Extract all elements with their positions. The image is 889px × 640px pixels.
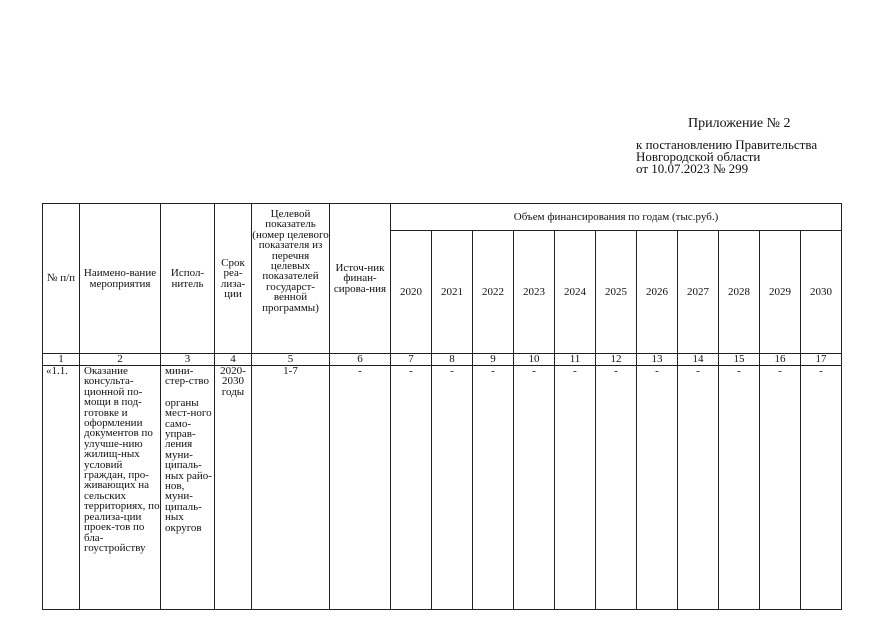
- row-executor: [161, 366, 215, 610]
- header-num: № п/п: [43, 204, 80, 354]
- row-year-value: -: [719, 366, 760, 610]
- row-year-value: -: [678, 366, 719, 610]
- row-year-value: -: [637, 366, 678, 610]
- column-number: 5: [252, 354, 330, 366]
- row-year-value: -: [473, 366, 514, 610]
- column-number: 17: [801, 354, 842, 366]
- row-source: -: [330, 366, 391, 610]
- header-executor: Испол-нитель: [161, 204, 215, 354]
- header-source: Источ-ник финан-сирова-ния: [330, 204, 391, 354]
- header-name: Наимено-вание мероприятия: [80, 204, 161, 354]
- column-number: 3: [161, 354, 215, 366]
- row-year-value: -: [514, 366, 555, 610]
- header-year: 2021: [432, 231, 473, 354]
- funding-table: [42, 203, 842, 610]
- row-year-value: -: [391, 366, 432, 610]
- row-year-value: -: [432, 366, 473, 610]
- document-header: [636, 118, 876, 175]
- table-row: [43, 366, 842, 610]
- decree-line-2: Новгородской области: [636, 149, 761, 164]
- column-number: 1: [43, 354, 80, 366]
- header-year: 2028: [719, 231, 760, 354]
- header-year: 2030: [801, 231, 842, 354]
- row-name: Оказание консульта-ционной по-мощи в под-готовке и оформлении документов по улучше-нию жилищ-ных условий граждан, про-живающих на сельских территориях, по реализа-ции проек-тов по бла-гоустройству: [80, 366, 161, 610]
- column-number: 12: [596, 354, 637, 366]
- column-number: 10: [514, 354, 555, 366]
- header-year: 2024: [555, 231, 596, 354]
- row-num: «1.1.: [43, 366, 80, 610]
- row-target: 1-7: [252, 366, 330, 610]
- appendix-title: Приложение № 2: [688, 116, 791, 131]
- column-number: 4: [215, 354, 252, 366]
- header-funding-group: Объем финансирования по годам (тыс.руб.): [391, 204, 842, 231]
- header-year: 2026: [637, 231, 678, 354]
- header-year: 2022: [473, 231, 514, 354]
- row-year-value: -: [760, 366, 801, 610]
- header-year: 2025: [596, 231, 637, 354]
- decree-line-3: от 10.07.2023 № 299: [636, 161, 749, 176]
- column-number: 13: [637, 354, 678, 366]
- header-year: 2020: [391, 231, 432, 354]
- header-year: 2023: [514, 231, 555, 354]
- row-executor-2: органы мест-ного само-управ-ления муни-ципаль-ных райо-нов, муни-ципаль-ных округов: [165, 396, 212, 534]
- column-number: 15: [719, 354, 760, 366]
- header-term: Срок реа-лиза-ции: [215, 204, 252, 354]
- column-number: 2: [80, 354, 161, 366]
- column-number: 8: [432, 354, 473, 366]
- column-number: 7: [391, 354, 432, 366]
- decree-line-1: к постановлению Правительства: [636, 137, 818, 152]
- row-executor-1: мини-стер-ство: [165, 365, 210, 388]
- column-number: 11: [555, 354, 596, 366]
- row-term: 2020-2030 годы: [215, 366, 252, 610]
- row-year-value: -: [555, 366, 596, 610]
- row-year-value: -: [801, 366, 842, 610]
- row-year-value: -: [596, 366, 637, 610]
- column-number: 9: [473, 354, 514, 366]
- column-number: 16: [760, 354, 801, 366]
- header-target: Целевой показатель (номер целевого показателя из перечня целевых показателей государст-венной программы): [252, 204, 330, 354]
- header-year: 2027: [678, 231, 719, 354]
- column-number: 6: [330, 354, 391, 366]
- column-number: 14: [678, 354, 719, 366]
- header-year: 2029: [760, 231, 801, 354]
